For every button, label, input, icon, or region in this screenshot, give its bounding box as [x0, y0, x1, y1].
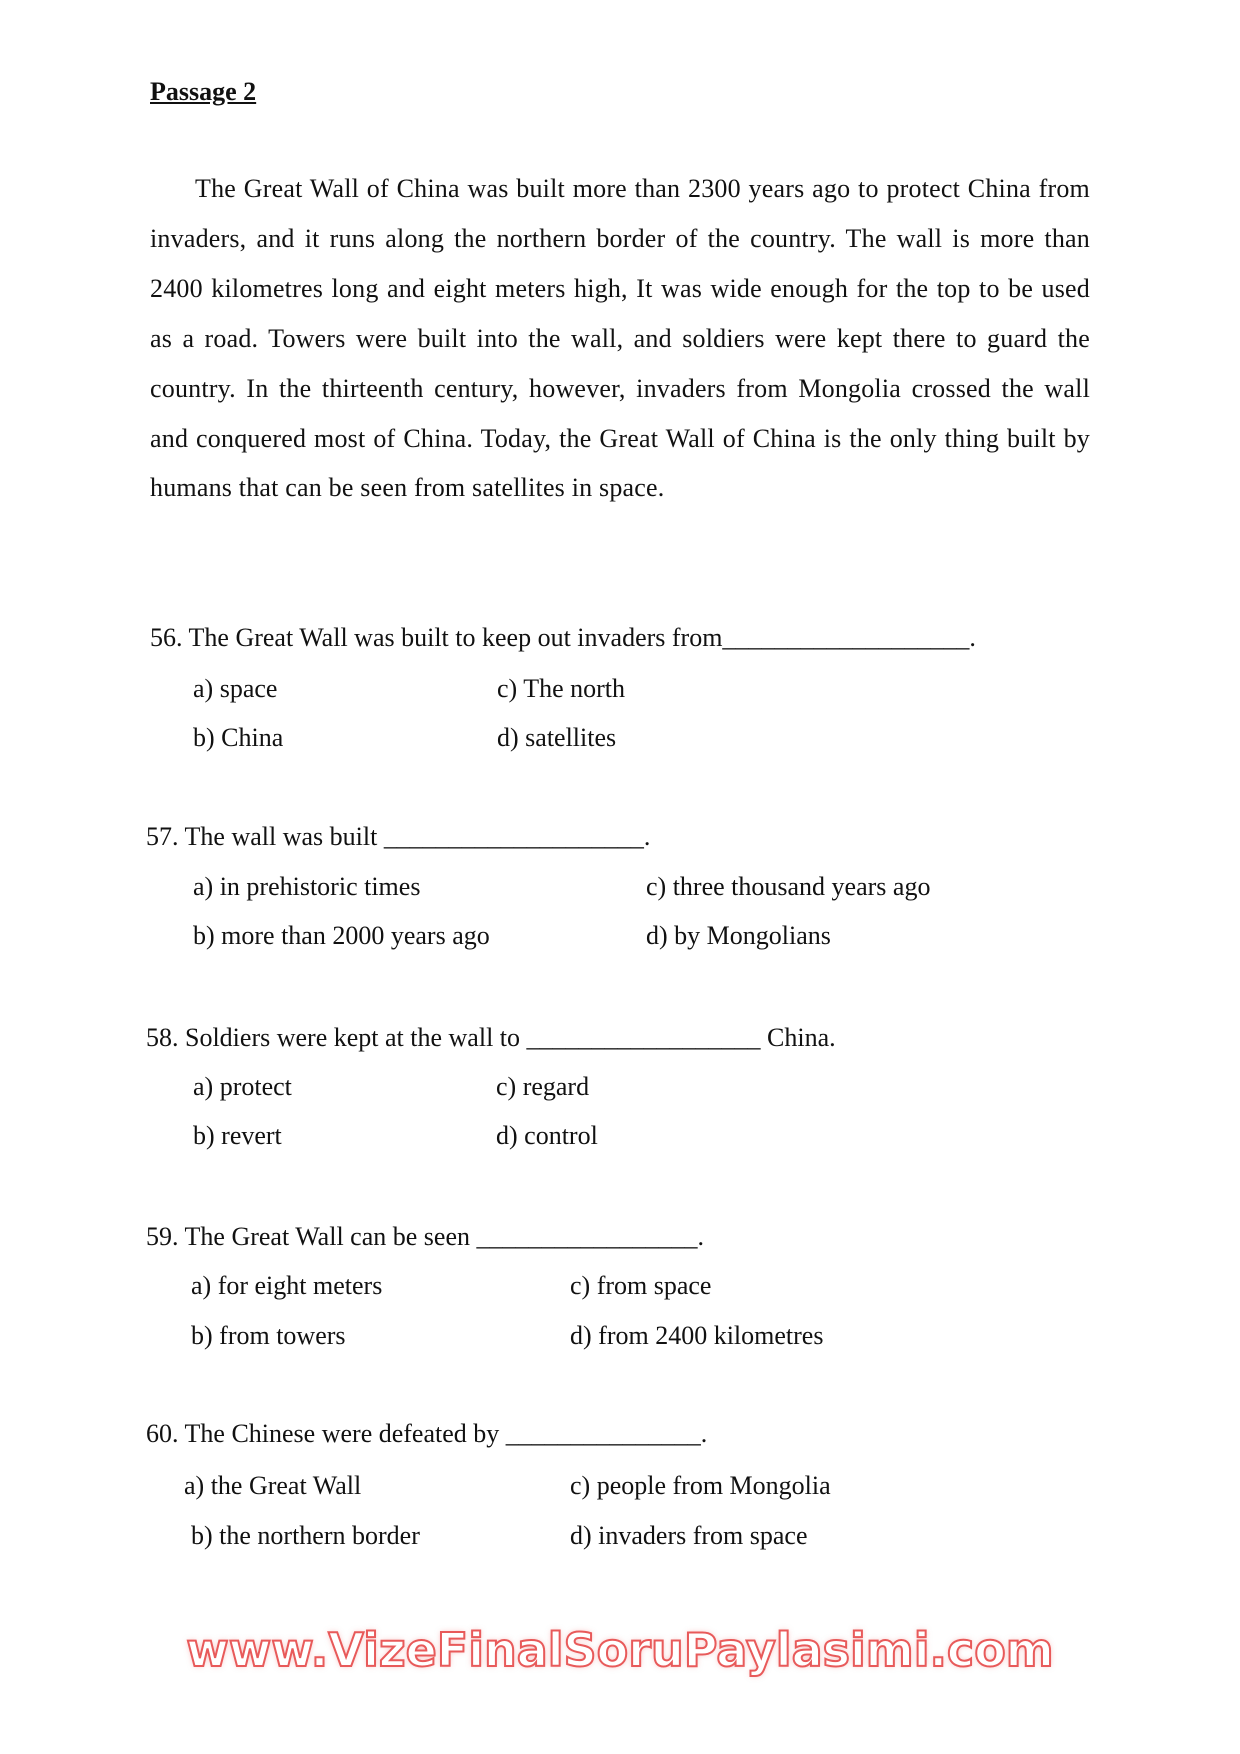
option-56-c: c) The north	[497, 674, 626, 703]
option-58-c: c) regard	[496, 1072, 590, 1101]
option-60-d: d) invaders from space	[570, 1521, 808, 1550]
option-59-c: c) from space	[570, 1271, 712, 1300]
passage-text: The Great Wall of China was built more than 2300 years ago to protect China from invaders, and it runs along the northern border of the country. The wall is more than 2400 kilometres long and eight meters high, It was wide enough for the top to be used as a road. Towers were built into the wall, and soldiers were kept there to guard the country. In the thirteenth century, however, invaders from Mongolia crossed the wall and conquered most of China. Today, the Great Wall of China is the only thing built by humans that can be seen from satellites in space.	[150, 174, 1090, 503]
passage-title: Passage 2	[150, 77, 257, 106]
option-59-b: b) from towers	[191, 1321, 346, 1350]
option-56-a: a) space	[193, 674, 278, 703]
question-60: 60. The Chinese were defeated by _______________.	[146, 1419, 708, 1448]
watermark: www.VizeFinalSoruPaylasimi.com	[186, 1623, 1054, 1677]
option-59-d: d) from 2400 kilometres	[570, 1321, 824, 1350]
option-60-c: c) people from Mongolia	[570, 1471, 831, 1500]
option-57-a: a) in prehistoric times	[193, 872, 421, 901]
option-57-c: c) three thousand years ago	[646, 872, 931, 901]
option-57-d: d) by Mongolians	[646, 921, 831, 950]
option-58-d: d) control	[496, 1121, 598, 1150]
option-57-b: b) more than 2000 years ago	[193, 921, 490, 950]
option-56-d: d) satellites	[497, 723, 617, 752]
option-60-a: a) the Great Wall	[184, 1471, 362, 1500]
option-58-b: b) revert	[193, 1121, 282, 1150]
question-57: 57. The wall was built ____________________.	[146, 822, 651, 851]
option-58-a: a) protect	[193, 1072, 292, 1101]
option-56-b: b) China	[193, 723, 284, 752]
question-59: 59. The Great Wall can be seen _________________.	[146, 1222, 704, 1251]
option-59-a: a) for eight meters	[191, 1271, 383, 1300]
question-56: 56. The Great Wall was built to keep out invaders from___________________.	[150, 623, 976, 652]
question-58: 58. Soldiers were kept at the wall to __________________ China.	[146, 1023, 836, 1052]
option-60-b: b) the northern border	[191, 1521, 420, 1550]
